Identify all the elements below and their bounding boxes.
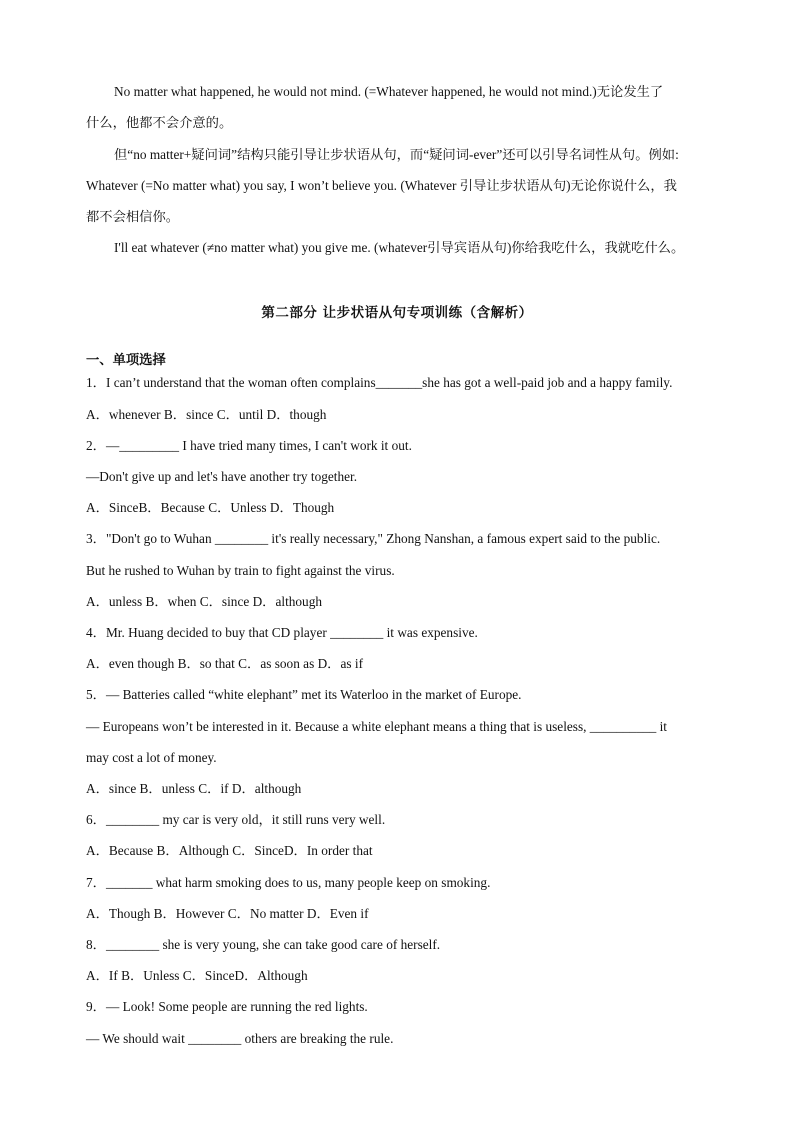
question-4-options: A．even though B．so that C．as soon as D．as if bbox=[86, 656, 363, 671]
question-6-line-1: 6．________ my car is very old，it still runs very well. bbox=[86, 812, 386, 827]
question-3-line-2: But he rushed to Wuhan by train to fight against the virus. bbox=[86, 563, 395, 578]
question-6-options: A．Because B．Although C．SinceD．In order that bbox=[86, 843, 373, 858]
intro-paragraph-3-line-1: I'll eat whatever (≠no matter what) you give me. (whatever引导宾语从句)你给我吃什么，我就吃什么。 bbox=[114, 240, 685, 255]
question-7-line-1: 7．_______ what harm smoking does to us, many people keep on smoking. bbox=[86, 875, 491, 890]
question-9-line-1: 9．— Look! Some people are running the red lights. bbox=[86, 999, 368, 1014]
question-3-line-1: 3．"Don't go to Wuhan ________ it's really necessary," Zhong Nanshan, a famous expert said to the public. bbox=[86, 531, 661, 546]
question-2-line-2: —Don't give up and let's have another try together. bbox=[86, 469, 358, 484]
intro-paragraph-2-line-2: Whatever (=No matter what) you say, I won’t believe you. (Whatever 引导让步状语从句)无论你说什么，我 bbox=[86, 178, 677, 193]
question-1-line-1: 1．I can’t understand that the woman often complains_______she has got a well-paid job and a happy family. bbox=[86, 375, 673, 390]
question-5-line-2: — Europeans won’t be interested in it. Because a white elephant means a thing that is useless, __________ it bbox=[86, 719, 667, 734]
intro-paragraph-2-line-1: 但“no matter+疑问词”结构只能引导让步状语从句，而“疑问词-ever”还可以引导名词性从句。例如: bbox=[114, 147, 679, 162]
question-5-options: A．since B．unless C．if D．although bbox=[86, 781, 302, 796]
intro-paragraph-1-line-1: No matter what happened, he would not mind. (=Whatever happened, he would not mind.)无论发生了 bbox=[114, 84, 664, 99]
question-8-options: A．If B．Unless C．SinceD．Although bbox=[86, 968, 308, 983]
intro-paragraph-1-line-2: 什么，他都不会介意的。 bbox=[86, 115, 233, 130]
question-5-line-3: may cost a lot of money. bbox=[86, 750, 217, 765]
intro-paragraph-2-line-3: 都不会相信你。 bbox=[86, 209, 180, 224]
question-2-options: A．SinceB．Because C．Unless D．Though bbox=[86, 500, 335, 515]
question-1-options: A．whenever B．since C．until D．though bbox=[86, 407, 327, 422]
question-9-line-2: — We should wait ________ others are breaking the rule. bbox=[86, 1031, 394, 1046]
section-title: 一、单项选择 bbox=[86, 353, 166, 368]
question-7-options: A．Though B．However C．No matter D．Even if bbox=[86, 906, 369, 921]
question-3-options: A．unless B．when C．since D．although bbox=[86, 594, 323, 609]
question-5-line-1: 5．— Batteries called “white elephant” met its Waterloo in the market of Europe. bbox=[86, 687, 522, 702]
question-2-line-1: 2．—_________ I have tried many times, I can't work it out. bbox=[86, 438, 412, 453]
question-8-line-1: 8．________ she is very young, she can take good care of herself. bbox=[86, 937, 441, 952]
question-4-line-1: 4．Mr. Huang decided to buy that CD player ________ it was expensive. bbox=[86, 625, 478, 640]
part-title: 第二部分 让步状语从句专项训练（含解析） bbox=[261, 305, 533, 321]
